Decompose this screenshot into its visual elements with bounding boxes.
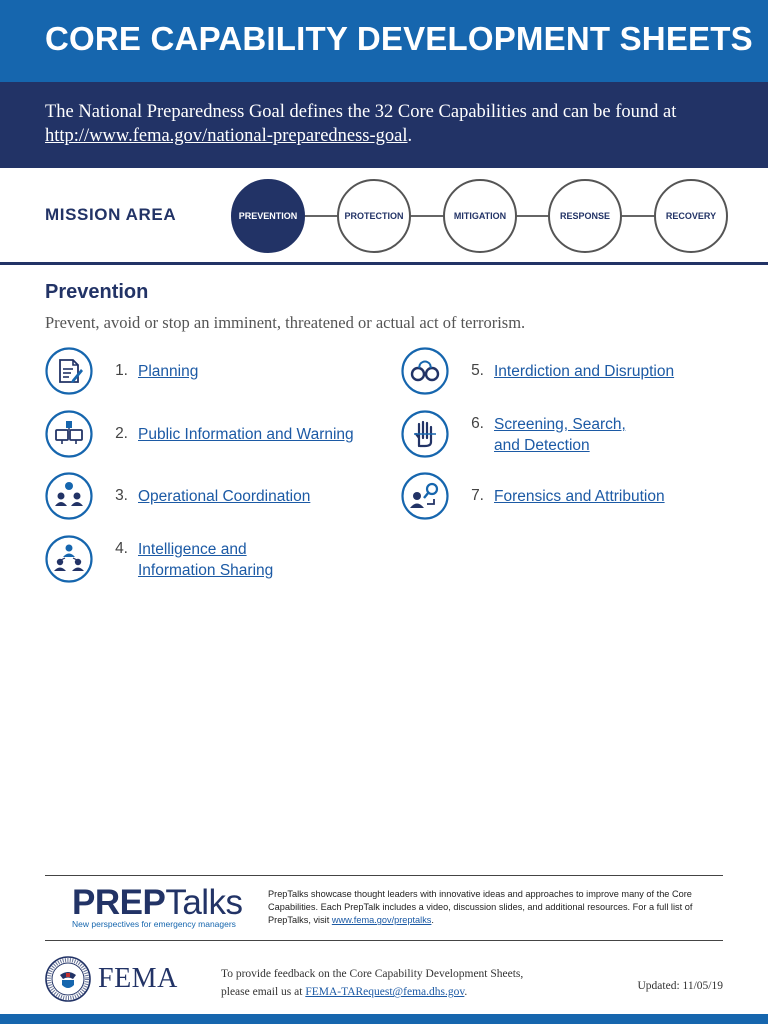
mission-area-label-recovery: RECOVERY — [665, 211, 717, 221]
dhs-seal-icon — [45, 956, 91, 1002]
fema-wordmark: FEMA — [98, 963, 178, 994]
goal-link[interactable]: http://www.fema.gov/national-preparedness-goal — [45, 126, 408, 146]
feedback-line-2 — [221, 983, 523, 1001]
title-bar — [0, 0, 768, 82]
forensics-magnifier-icon — [401, 472, 449, 520]
capability-number: 1. — [115, 362, 128, 379]
goal-suffix: . — [407, 126, 413, 146]
mission-area-mitigation[interactable] — [443, 179, 517, 253]
capability-link-line: Intelligence and — [138, 541, 247, 558]
capability-number: 2. — [115, 425, 128, 442]
mission-area-label-mitigation: MITIGATION — [453, 211, 507, 221]
operational-coordination-icon — [45, 472, 93, 520]
planning-document-icon — [45, 347, 93, 395]
page-title: CORE CAPABILITY DEVELOPMENT SHEETS — [45, 20, 753, 57]
preptalks-logo — [72, 885, 243, 921]
section-title: Prevention — [45, 281, 149, 303]
mission-area-label-response: RESPONSE — [559, 211, 610, 221]
capability-link-operational-coordination[interactable] — [138, 486, 310, 507]
preptalks-tagline: New perspectives for emergency managers — [72, 919, 236, 929]
capability-link-line: Forensics and Attribution — [494, 488, 665, 505]
feedback-suffix: . — [464, 986, 468, 998]
mission-area-label-protection: PROTECTION — [344, 211, 404, 221]
mission-area-label-prevention: PREVENTION — [238, 211, 298, 221]
mission-area-recovery[interactable] — [654, 179, 728, 253]
capability-link-information-sharing[interactable] — [138, 539, 273, 581]
capability-link-forensics[interactable] — [494, 486, 665, 507]
mission-area-label: MISSION AREA — [45, 205, 177, 224]
capability-link-screening[interactable] — [494, 414, 626, 456]
preptalks-description-text: PrepTalks showcase thought leaders with innovative ideas and approaches to improve many of the Core Capabilities. Each PrepTalk includes a video, discussion slides, and additional resources. For a full list of PrepTalks, visit — [268, 889, 693, 925]
section-description: Prevent, avoid or stop an imminent, threatened or actual act of terrorism. — [45, 313, 526, 332]
capability-number: 4. — [115, 540, 128, 557]
capability-link-line: Information Sharing — [138, 562, 274, 579]
capability-link-line: Planning — [138, 363, 199, 380]
bottom-bar — [0, 1014, 768, 1024]
feedback-line-1: To provide feedback on the Core Capability Development Sheets, — [221, 968, 524, 980]
updated-date: Updated: 11/05/19 — [637, 980, 723, 992]
preptalks-link[interactable]: www.fema.gov/preptalks — [331, 915, 432, 925]
mission-divider — [0, 262, 768, 265]
preptalks-logo-bold: PREP — [72, 883, 166, 922]
capability-link-interdiction[interactable] — [494, 361, 674, 382]
goal-text — [45, 100, 735, 148]
capability-number: 3. — [115, 487, 128, 504]
handcuffs-icon — [401, 347, 449, 395]
preptalks-suffix: . — [431, 915, 434, 925]
footer-rule-top — [45, 875, 723, 876]
capability-link-line: Screening, Search, — [494, 416, 626, 433]
mission-area-response[interactable] — [548, 179, 622, 253]
capability-link-public-information[interactable] — [138, 424, 354, 445]
mission-area-protection[interactable] — [337, 179, 411, 253]
capability-link-line: Interdiction and Disruption — [494, 363, 675, 380]
capability-link-planning[interactable] — [138, 361, 198, 382]
footer-rule-bottom — [45, 940, 723, 941]
capability-number: 5. — [471, 362, 484, 379]
capability-number: 7. — [471, 487, 484, 504]
capability-number: 6. — [471, 415, 484, 432]
capability-link-line: and Detection — [494, 437, 590, 454]
public-information-icon — [45, 410, 93, 458]
feedback-email-link[interactable]: FEMA-TARequest@fema.dhs.gov — [305, 986, 465, 998]
capability-link-line: Operational Coordination — [138, 488, 311, 505]
feedback-text — [221, 965, 523, 1001]
hand-scan-icon — [401, 410, 449, 458]
goal-sentence: The National Preparedness Goal defines the 32 Core Capabilities and can be found at — [45, 102, 677, 122]
mission-area-prevention[interactable] — [231, 179, 305, 253]
preptalks-description — [268, 888, 718, 927]
preptalks-logo-light: Talks — [165, 883, 243, 922]
capability-link-line: Public Information and Warning — [138, 426, 354, 443]
feedback-prefix: please email us at — [221, 986, 303, 998]
information-sharing-icon — [45, 535, 93, 583]
